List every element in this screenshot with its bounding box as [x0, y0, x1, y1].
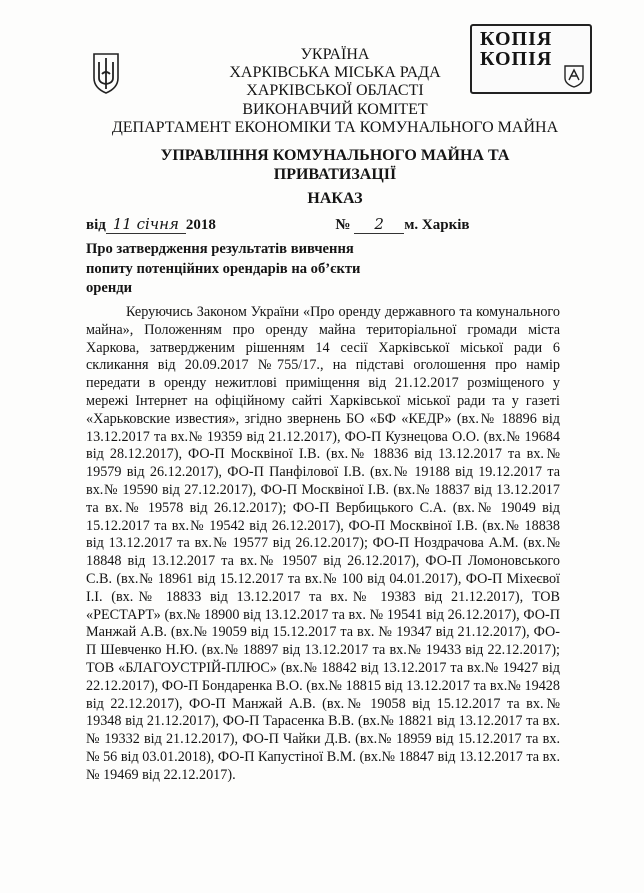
- date-day-month: 11 січня: [106, 215, 186, 234]
- number-label: №: [335, 217, 351, 233]
- letterhead-line: ХАРКІВСЬКОЇ ОБЛАСТІ: [246, 82, 424, 100]
- document-subject: Про затвердження результатів вивчення попиту потенційних орендарів на об’єкти оренди: [86, 241, 361, 296]
- stamp-text-1: КОПІЯ: [480, 28, 553, 50]
- date-number-line: [86, 215, 506, 234]
- letterhead-line: ДЕПАРТАМЕНТ ЕКОНОМІКИ ТА КОМУНАЛЬНОГО МАЙНА: [111, 118, 559, 136]
- body-paragraph: Керуючись Законом України «Про оренду державного та комунального майна», Положенням про оренду майна територіальної громади міста Харкова, затвердженим рішенням 14 сесії Харківської міської ради 6 скликання від 20.09.2017 №755/17., на підставі оголошення про намір передати в оренду нежитлові приміщення від 21.12.2017 розміщеного у мережі Інтернет на офіційному сайті Харківської міської ради та у газеті «Харьковские известия», згідно звернень БО «БФ «КЕДР» (вх.№ 18896 від 13.12.2017 та вх.№ 19359 від 21.12.2017), ФО-П Кузнецова О.О. (вх.№ 19684 від 28.12.2017), ФО-П Москвіної І.В. (вх.№ 18836 від 13.12.2017 та вх.№ 19579 від 26.12.2017), ФО-П Панфілової І.В. (вх.№ 19188 від 19.12.2017 та вх.№ 19590 від 27.12.2017), ФО-П Москвіної І.В. (вх.№ 18837 від 13.12.2017 та вх.№ 19578 від 26.12.2017); ФО-П Вербицького С.А. (вх.№ 19049 від 15.12.2017 та вх.№ 19542 від 26.12.2017), ФО-П Москвіної І.В. (вх.№ 18838 від 13.12.2017 та вх.№ 19577 від 26.12.2017); ФО-П Ноздрачова А.М. (вх.№ 18848 від 13.12.2017 та вх.№ 19507 від 26.12.2017), ФО-П Ломоновського С.В. (вх.№ 18961 від 15.12.2017 та вх.№ 100 від 04.01.2017), ФО-П Міхеєвої І.І. (вх.№ 18833 від 13.12.2017 та вх.№ 19383 від 21.12.2017), ТОВ «РЕСТАРТ» (вх.№ 18900 від 13.12.2017 та вх. № 19541 від 26.12.2017), ФО-П Манжай А.В. (вх.№ 19059 від 15.12.2017 та вх. № 19347 від 21.12.2017), ФО-П Шевченко Н.Ю. (вх.№ 18897 від 13.12.2017 та вх.№ 19433 від 22.12.2017); ТОВ «БЛАГОУСТРІЙ-ПЛЮС» (вх.№ 18842 від 13.12.2017 та вх.№ 19427 від 22.12.2017), ФО-П Бондаренка В.О. (вх.№ 18815 від 13.12.2017 та вх.№ 19428 від 22.12.2017), ФО-П Манжай А.В. (вх.№ 19058 від 15.12.2017 та вх.№ 19348 від 21.12.2017), ФО-П Тарасенка В.В. (вх.№ 18821 від 13.12.2017 та вх. № 19332 від 21.12.2017), ФО-П Чайки Д.В. (вх.№ 18959 від 15.12.2017 та вх.№ 56 від 03.01.2018), ФО-П Капустіної В.М. (вх.№ 18847 від 13.12.2017 та вх.№ 19469 від 22.12.2017).: [86, 304, 560, 783]
- letterhead-line: УКРАЇНА: [300, 46, 370, 63]
- letterhead: [100, 46, 570, 137]
- date-prefix: від: [86, 217, 106, 233]
- document-number: 2: [354, 215, 404, 234]
- date-year: 2018: [185, 217, 216, 233]
- document-type: НАКАЗ: [307, 190, 363, 207]
- department-title: УПРАВЛІННЯ КОМУНАЛЬНОГО МАЙНА ТА ПРИВАТИЗАЦІЇ: [160, 147, 510, 183]
- stamp-text-2: КОПІЯ: [480, 48, 553, 70]
- letterhead-line: ВИКОНАВЧИЙ КОМІТЕТ: [242, 100, 428, 118]
- letterhead-line: ХАРКІВСЬКА МІСЬКА РАДА: [229, 64, 441, 82]
- city: м. Харків: [404, 217, 470, 233]
